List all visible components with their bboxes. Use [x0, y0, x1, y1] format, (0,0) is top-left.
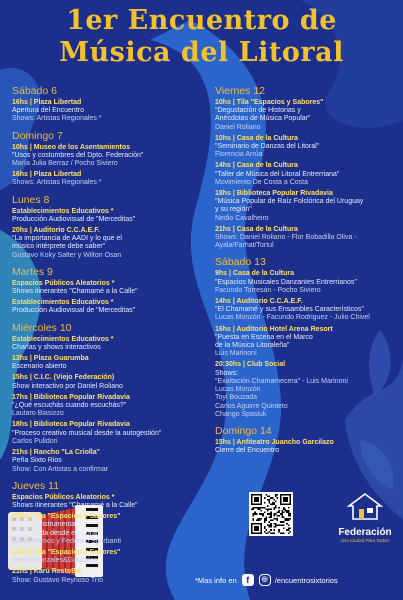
day-heading: Domingo 7 [12, 129, 63, 142]
event-performers: Lautaro Biasizzo [12, 410, 64, 418]
schedule-event [215, 190, 395, 223]
event-description: "Música Popular de Raíz Folclórica del Uruguay [215, 198, 364, 206]
event-description: "¿Qué escuchás cuando escuchás?" [12, 402, 127, 410]
event-description: Producción Audiovisual de "Merceditas" [12, 307, 136, 315]
event-performers: Show: Gonzales&Gonzales [12, 557, 98, 565]
schedule-event [215, 162, 395, 187]
schedule-event [12, 336, 190, 352]
event-description: Show interactivo por Daniel Roliano [12, 382, 123, 390]
day-heading: Sábado 13 [215, 256, 266, 269]
day-heading: Jueves 11 [12, 479, 60, 492]
event-time-venue: 14hs | Auditorio C.C.A.E.F. [215, 298, 303, 306]
schedule-event [12, 513, 190, 546]
title-line-1: 1er Encuentro de [66, 5, 337, 36]
event-description: Apertura del Encuentro [12, 107, 84, 115]
day-heading: Miércoles 10 [12, 321, 72, 334]
social-handle[interactable]: /encuentrosixtorios [274, 575, 338, 585]
schedule-event [12, 99, 190, 124]
event-description: músico intérprete debe saber" [12, 243, 106, 251]
municipality-slogan: Una Ciudad Para Todos! [340, 538, 390, 543]
event-performers: Facundo Torresán - Pocho Siviero [215, 286, 321, 294]
schedule-event [12, 374, 190, 390]
schedule-event [215, 226, 395, 251]
event-time-venue: 10hs | Museo de los Asentamientos [12, 143, 131, 151]
day-heading: Sábado 6 [12, 85, 57, 97]
event-description: "Música instrumental: [12, 521, 79, 529]
event-time-venue: 16hs | Auditorio Hotel Arena Resort [215, 325, 333, 333]
event-time-venue: 21hs | Rancho "La Criolla" [12, 449, 100, 457]
schedule-event [12, 568, 190, 584]
event-description: "La importancia de AADI y lo que el [12, 235, 122, 243]
event-performers: Carlos Aguirre Quinteto [215, 402, 288, 410]
schedule-event [12, 171, 190, 187]
schedule-event [215, 99, 395, 132]
event-time-venue: 18hs | Biblioteca Popular Rivadavia [12, 421, 130, 429]
event-time-venue: Espacios Públicos Aleatorios * [12, 493, 115, 501]
event-description: y su región" [215, 206, 252, 214]
event-time-venue: 17hs | Tila "Espacios y Sabores" [12, 513, 121, 521]
schedule-event [215, 270, 395, 295]
event-time-venue: 13hs | Plaza Guarumba [12, 355, 89, 363]
event-time-venue: Establecimientos Educativos * [12, 207, 114, 215]
schedule-event [12, 208, 190, 224]
event-time-venue: 17hs | Biblioteca Popular Rivadavia [12, 393, 130, 401]
event-time-venue: 10hs | Casa de la Cultura [215, 134, 298, 142]
event-time-venue: 16hs | Plaza Libertad [12, 99, 82, 106]
event-description: de la Música Litoraleña" [215, 342, 290, 350]
instagram-icon[interactable]: ◎ [259, 574, 271, 586]
event-time-venue: 10hs | Tila "Espacios y Sabores" [215, 99, 324, 106]
schedule-event [12, 549, 190, 565]
event-performers: "Exaltación Chamamecera" - Luis Marinoni [215, 377, 348, 385]
event-time-venue: Espacios Públicos Aleatorios * [12, 279, 115, 287]
schedule-right-column [215, 85, 395, 455]
event-description: "Espacios Musicales Danzantes Entrerrianos" [215, 278, 357, 286]
event-description: Cierre del Encuentro [215, 447, 280, 455]
municipality-emblem-icon [345, 492, 385, 522]
municipality-name: Federación [338, 527, 392, 538]
event-time-venue: 9hs | Casa de la Cultura [215, 270, 294, 278]
event-description: Shows: [215, 369, 238, 377]
event-performers: Shows: Daniel Roliano - Flor Bobadilla Oliva - [215, 234, 357, 242]
event-description: "Proceso creativo musical desde la autogestión" [12, 429, 162, 437]
event-performers: Nedio Cavalheiro [215, 214, 269, 222]
event-time-venue: 18hs | Biblioteca Popular Rivadavia [215, 190, 333, 198]
event-description: Producción Audiovisual de "Merceditas" [12, 215, 136, 223]
event-performers: Movimiento De Costa a Costa [215, 178, 308, 186]
event-time-venue: 20hs | Auditorio C.C.A.E.F. [12, 227, 100, 235]
event-performers: Julián Ramos y Federico Sgarbanti [12, 537, 121, 545]
more-info-label: *Mas info en [195, 575, 237, 585]
facebook-icon[interactable]: f [242, 574, 254, 586]
schedule-event [215, 135, 395, 160]
event-time-venue: 16hs | Plaza Libertad [12, 171, 82, 179]
day-heading: Lunes 8 [12, 193, 50, 206]
event-description: "Usos y costumbres del Dpto. Federación" [12, 151, 144, 159]
event-performers: Ayala/Farhat/Tortul [215, 242, 274, 250]
event-performers: Lucas Monzón - Facundo Rodriguez - Julio Chivel [215, 314, 370, 322]
event-time-venue: Establecimientos Educativos * [12, 299, 114, 307]
schedule-event [12, 494, 190, 510]
event-time-venue: Establecimientos Educativos * [12, 335, 114, 343]
day-heading: Viernes 12 [215, 85, 266, 97]
schedule-left-column [12, 85, 190, 585]
event-description: "Seminario de Danzas del Litoral" [215, 143, 320, 151]
schedule-event [215, 439, 395, 455]
event-performers: María Julia Berraz / Pocho Siviero [12, 160, 118, 168]
event-performers: Gustavo Koky Salter y Wilton Osan [12, 251, 122, 259]
event-performers: Shows: Artistas Regionales * [12, 179, 102, 187]
day-heading: Domingo 14 [215, 424, 272, 437]
schedule-event [215, 298, 395, 323]
event-description: Shows itinerantes "Chamamé a la Calle" [12, 288, 138, 296]
schedule-event [12, 227, 190, 260]
event-time-venue: 21hs | Tila "Espacios y Sabores" [12, 548, 121, 556]
schedule-event [215, 361, 395, 418]
schedule-event [12, 299, 190, 315]
event-description: "Taller de Música del Litoral Entrerriana" [215, 170, 340, 178]
schedule-event [12, 449, 190, 474]
event-time-venue: 21hs | Karú RestoBar [12, 568, 83, 576]
event-performers: Luis Marinoni [215, 350, 257, 358]
event-performers: Show: Gustavo Reynoso Trío [12, 576, 104, 584]
schedule-event [12, 355, 190, 371]
municipality-logo [330, 492, 400, 544]
event-performers: Toyi Bouzada [215, 394, 258, 402]
event-time-venue: 15hs | Anfiteatro Juancho Garcilazo [215, 438, 334, 446]
event-performers: Chango Spasiuk [215, 410, 267, 418]
event-performers: Show: Con Artistas a confirmar [12, 465, 109, 473]
event-description: Shows itinerantes "Chamamé a la Calle" [12, 501, 138, 509]
day-heading: Martes 9 [12, 265, 53, 278]
event-time-venue: 20:30hs | Club Social [215, 361, 286, 369]
event-description: Charlas y shows interactivos [12, 343, 101, 351]
event-performers: Florencia Arrúa [215, 151, 263, 159]
schedule-event [12, 394, 190, 419]
event-performers: Lucas Monzón [215, 386, 261, 394]
event-performers: Shows: Artistas Regionales * [12, 115, 102, 123]
event-description: Anécdotas de Música Popular" [215, 115, 311, 123]
event-description: Una mirada desde el Litoral" [12, 529, 101, 537]
footer [195, 573, 338, 587]
schedule-event [12, 421, 190, 446]
schedule-event [12, 280, 190, 296]
title-line-2: Música del Litoral [59, 37, 344, 68]
event-time-venue: 15hs | C.I.C. (Viejo Federación) [12, 374, 115, 382]
event-performers: Daniel Roliano [215, 123, 261, 131]
event-performers: Carlos Pulidori [12, 437, 58, 445]
event-description: "Puesta en Escena en el Marco [215, 333, 313, 341]
event-description: Peña Sixto Rios [12, 457, 62, 465]
qr-code[interactable] [249, 492, 293, 536]
event-time-venue: 21hs | Casa de la Cultura [215, 225, 298, 233]
schedule-event [12, 144, 190, 169]
schedule-event [215, 326, 395, 359]
event-description: "El Chamamé y sus Ensambles Característicos" [215, 306, 364, 314]
event-description: Escenario abierto [12, 363, 67, 371]
event-time-venue: 14hs | Casa de la Cultura [215, 162, 298, 170]
event-description: "Degustación de Historias y [215, 107, 301, 115]
